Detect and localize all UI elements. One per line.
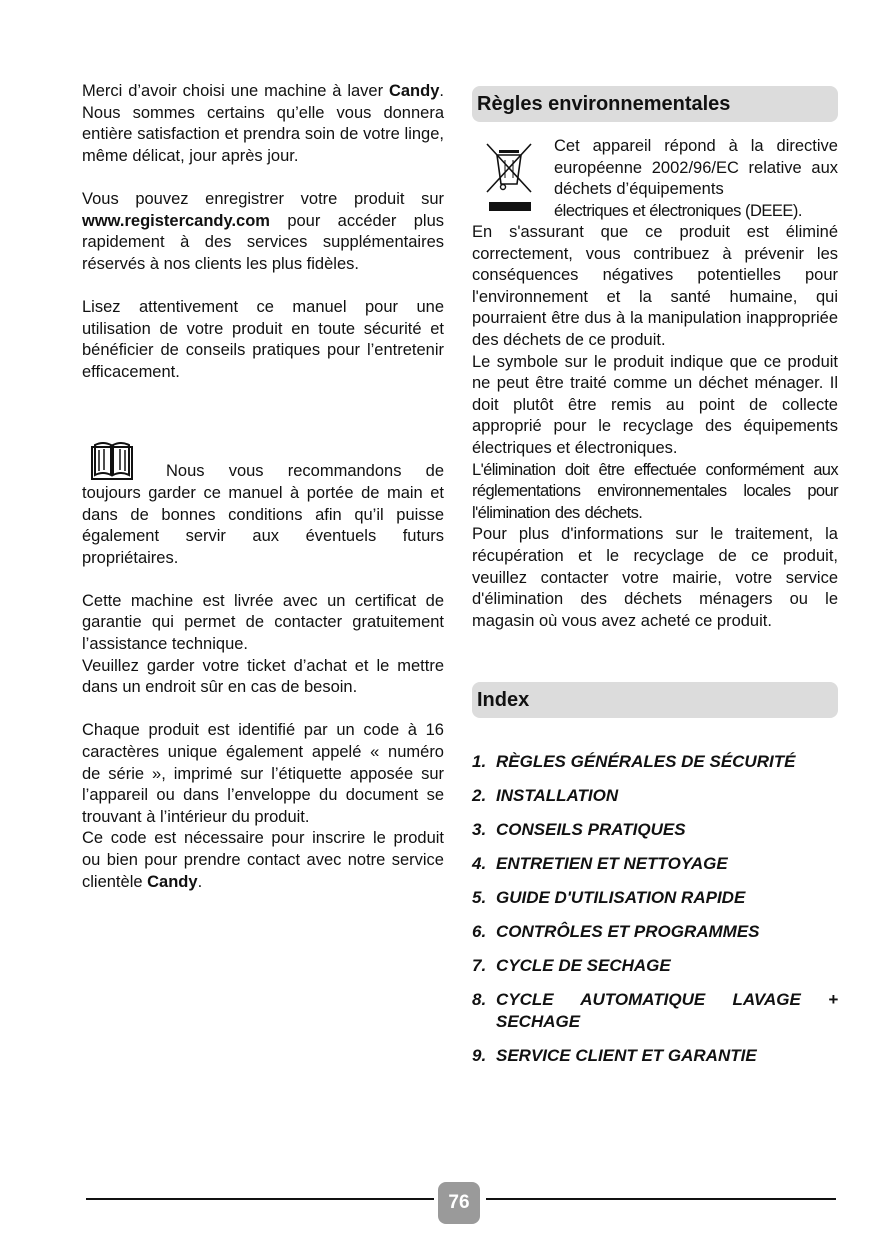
environment-header: Règles environnementales <box>472 86 838 122</box>
index-item[interactable]: 4. ENTRETIEN ET NETTOYAGE <box>472 854 728 874</box>
env-paragraph-1: En s'assurant que ce produit est éliminé correctement, vous contribuez à prévenir les conséquences négatives potentielles pour l'environnement et la santé humaine, qui pourraient être dus à la manipulation inappropriée des déchets de ce produit. <box>472 223 838 349</box>
index-item[interactable]: 9. SERVICE CLIENT ET GARANTIE <box>472 1046 757 1066</box>
page-number: 76 <box>438 1182 480 1224</box>
index-item[interactable]: 6. CONTRÔLES ET PROGRAMMES <box>472 922 760 942</box>
index-item[interactable]: 1. RÈGLES GÉNÉRALES DE SÉCURITÉ <box>472 752 796 772</box>
crossed-out-wheelie-bin-icon <box>485 142 537 214</box>
environment-section <box>472 86 838 222</box>
footer-rule-left <box>86 1198 434 1200</box>
brand-name: Candy <box>147 872 198 891</box>
brand-name: Candy <box>388 82 440 100</box>
book-icon <box>91 439 133 481</box>
env-paragraph-4: Pour plus d'informations sur le traitement, la récupération et le recyclage de ce produit, veuillez contacter votre mairie, votre service d'élimination des déchets ménagers ou le magasin où vous avez acheté ce produit. <box>472 525 838 630</box>
env-paragraph-2: Le symbole sur le produit indique que ce produit ne peut être traité comme un déchet ménager. Il doit plutôt être remis au point de collecte approprié pour le recyclage des équipements électriques et électroniques. <box>472 352 838 457</box>
index-item[interactable]: 3. CONSEILS PRATIQUES <box>472 820 686 840</box>
register-url[interactable]: www.registercandy.com <box>82 211 270 230</box>
index-item[interactable]: 8. CYCLE AUTOMATIQUE LAVAGE + SECHAGE <box>472 990 838 1032</box>
manual-notice-row <box>82 439 444 483</box>
right-column <box>472 86 838 1079</box>
intro-paragraph: Merci d’avoir choisi une machine à laver Candy. Nous sommes certains qu’elle vous donnera entière satisfaction et prendra soin de votre linge, même délicat, jour après jour. <box>82 82 444 165</box>
index-item[interactable]: 2. INSTALLATION <box>472 786 619 806</box>
serial-code-paragraph: Chaque produit est identifié par un code à 16 caractères unique également appelé « numéro de série », imprimé sur l’étiquette apposée sur l’appareil ou dans l’enveloppe du document se trouvant à l’intérieur du produit. <box>82 721 444 826</box>
index-list <box>472 751 838 1067</box>
index-item[interactable]: 7. CYCLE DE SECHAGE <box>472 956 671 976</box>
index-header: Index <box>472 682 838 718</box>
directive-intro: Cet appareil répond à la directive européenne 2002/96/EC relative aux déchets d’équipements électriques et électroniques (DEEE). <box>554 137 838 220</box>
index-item[interactable]: 5. GUIDE D'UTILISATION RAPIDE <box>472 888 746 908</box>
register-paragraph: Vous pouvez enregistrer votre produit sur www.registercandy.com pour accéder plus rapidement à des services supplémentaires réservés à nos clients les plus fidèles. <box>82 189 444 273</box>
keep-manual-paragraph: Nous vous recommandons de toujours garder ce manuel à portée de main et dans de bonnes conditions afin qu’il puisse également servir aux éventuels futurs propriétaires. <box>82 462 444 567</box>
left-column <box>82 81 444 893</box>
read-manual-paragraph: Lisez attentivement ce manuel pour une utilisation de votre produit en toute sécurité et bénéficier de conseils pratiques pour l’entretenir efficacement. <box>82 297 444 381</box>
env-paragraph-3: L'élimination doit être effectuée conformément aux réglementations environnementales locales pour l'élimination des déchets. <box>472 460 838 522</box>
certificate-paragraph: Cette machine est livrée avec un certificat de garantie qui permet de contacter gratuitement l’assistance technique. <box>82 591 444 654</box>
code-needed-paragraph: Ce code est nécessaire pour inscrire le produit ou bien pour prendre contact avec notre service clientèle Candy. <box>82 829 444 891</box>
ticket-paragraph: Veuillez garder votre ticket d’achat et le mettre dans un endroit sûr en cas de besoin. <box>82 656 444 697</box>
footer-rule-right <box>486 1198 836 1200</box>
